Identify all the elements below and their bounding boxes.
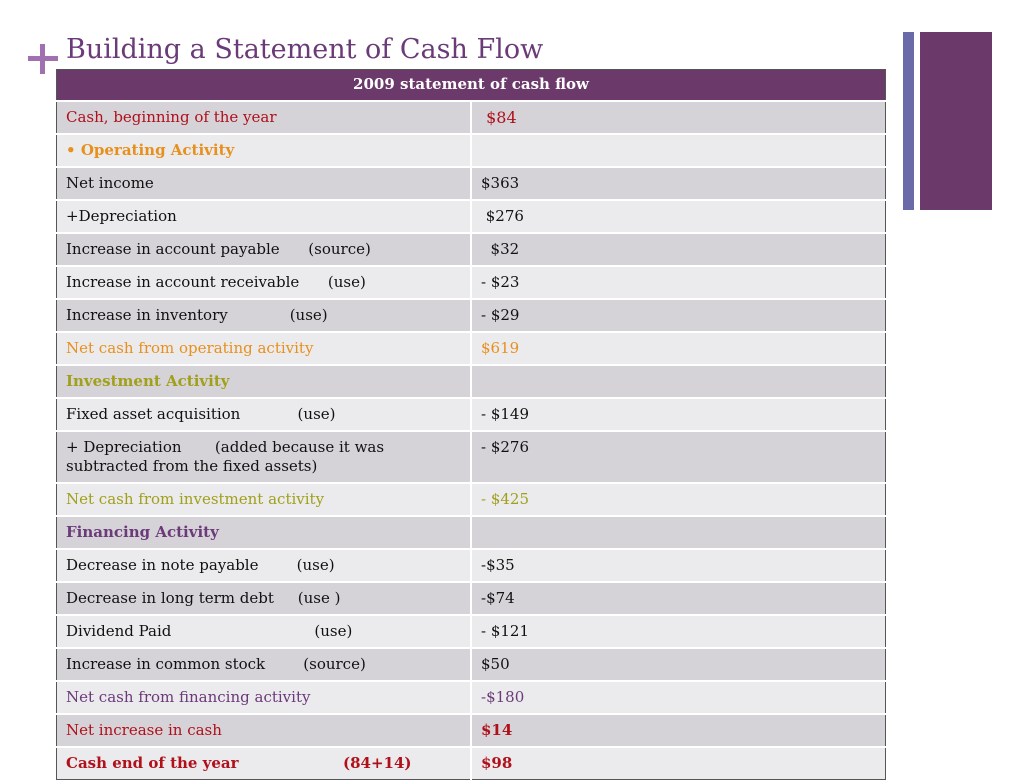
row-label: Cash, beginning of the year (57, 101, 472, 134)
table-row (57, 582, 886, 615)
row-value: - $149 (471, 398, 886, 431)
row-value (471, 516, 886, 549)
row-value: - $23 (471, 266, 886, 299)
row-label: Cash end of the year (84+14) (57, 747, 472, 780)
row-label: Decrease in long term debt (use ) (57, 582, 472, 615)
row-label: +Depreciation (57, 200, 472, 233)
row-value: - $276 (471, 431, 886, 483)
table-row (57, 101, 886, 134)
row-label: Increase in common stock (source) (57, 648, 472, 681)
subtotal-row-investment (57, 483, 886, 516)
row-label: Increase in inventory (use) (57, 299, 472, 332)
decorative-bar-thin (903, 32, 914, 210)
row-label: Dividend Paid (use) (57, 615, 472, 648)
table-row (57, 549, 886, 582)
subtotal-row-financing (57, 681, 886, 714)
row-label: Increase in account payable (source) (57, 233, 472, 266)
section-header-financing (57, 516, 886, 549)
row-value: $50 (471, 648, 886, 681)
row-label: Decrease in note payable (use) (57, 549, 472, 582)
table-row (57, 615, 886, 648)
table-row (57, 648, 886, 681)
row-value: -$74 (471, 582, 886, 615)
table-row (57, 167, 886, 200)
row-value (471, 365, 886, 398)
table-row (57, 299, 886, 332)
plus-icon (28, 44, 58, 74)
row-label: Fixed asset acquisition (use) (57, 398, 472, 431)
row-label: Net income (57, 167, 472, 200)
page-title: Building a Statement of Cash Flow (66, 34, 544, 65)
row-label: Net cash from financing activity (57, 681, 472, 714)
section-header-investment (57, 365, 886, 398)
table-header-row (57, 70, 886, 102)
subtotal-row-operating (57, 332, 886, 365)
row-value: - $121 (471, 615, 886, 648)
row-label: Net increase in cash (57, 714, 472, 747)
table-row (57, 200, 886, 233)
row-value: $363 (471, 167, 886, 200)
table-row (57, 233, 886, 266)
table-row (57, 266, 886, 299)
section-header-operating (57, 134, 886, 167)
table-row (57, 398, 886, 431)
row-value: - $29 (471, 299, 886, 332)
row-value: -$35 (471, 549, 886, 582)
cash-end-row (57, 747, 886, 780)
section-label: Operating Activity (80, 141, 235, 159)
row-label: Net cash from investment activity (57, 483, 472, 516)
row-label: Investment Activity (57, 365, 472, 398)
row-value: $98 (471, 747, 886, 780)
row-label: Increase in account receivable (use) (57, 266, 472, 299)
row-label: Net cash from operating activity (57, 332, 472, 365)
row-value: $14 (471, 714, 886, 747)
net-increase-row (57, 714, 886, 747)
row-value: $619 (471, 332, 886, 365)
row-label (57, 134, 472, 167)
row-label: Financing Activity (57, 516, 472, 549)
row-label: + Depreciation (added because it was subtracted from the fixed assets) (57, 431, 472, 483)
table-header: 2009 statement of cash flow (57, 70, 886, 102)
table-row (57, 431, 886, 483)
cash-flow-table (56, 69, 886, 780)
row-value: $84 (471, 101, 886, 134)
decorative-bar-thick (920, 32, 992, 210)
row-value: -$180 (471, 681, 886, 714)
bullet-icon (66, 141, 81, 159)
row-value: $276 (471, 200, 886, 233)
row-value (471, 134, 886, 167)
row-value: $32 (471, 233, 886, 266)
row-value: - $425 (471, 483, 886, 516)
